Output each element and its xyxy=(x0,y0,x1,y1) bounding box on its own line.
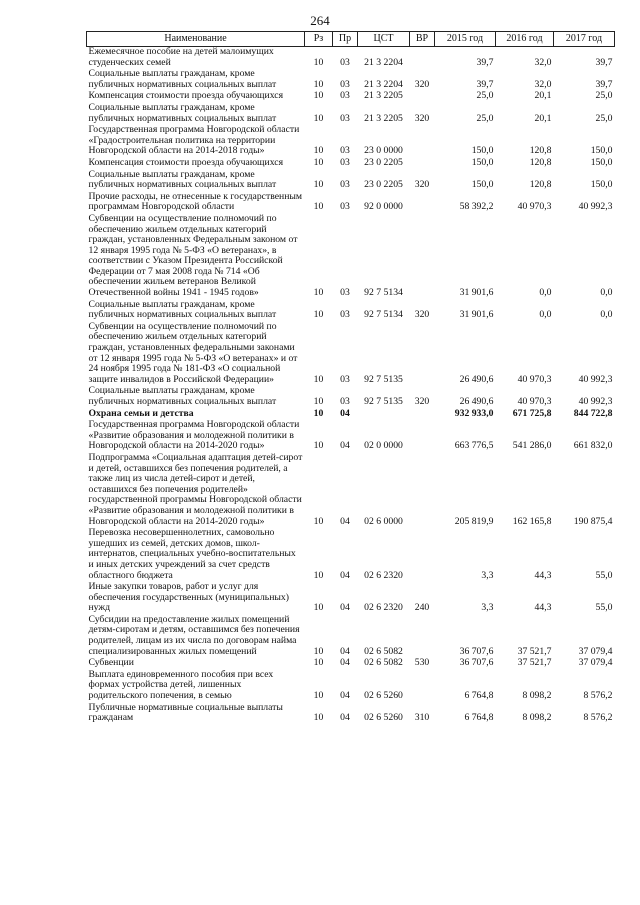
row-value-2017: 661 832,0 xyxy=(573,440,613,452)
row-value-2017: 8 576,2 xyxy=(583,690,613,702)
row-value-2015: 150,0 xyxy=(471,156,494,168)
row-rz: 10 xyxy=(313,56,324,68)
table-row xyxy=(87,214,615,300)
row-rz: 10 xyxy=(313,90,324,102)
row-vr xyxy=(410,192,435,214)
row-rz: 10 xyxy=(313,712,324,724)
table-row xyxy=(87,47,615,70)
row-pr: 03 xyxy=(340,78,350,90)
row-value-2015: 205 819,9 xyxy=(454,515,494,527)
row-pr: 03 xyxy=(340,309,350,321)
table-row xyxy=(87,103,615,125)
table-row xyxy=(87,528,615,582)
row-pr: 03 xyxy=(340,90,350,102)
row-pr: 04 xyxy=(340,440,350,452)
row-value-2015: 31 901,6 xyxy=(459,287,494,299)
table-row xyxy=(87,322,615,387)
row-cst: 21 3 2205 xyxy=(364,112,403,124)
row-value-2016: 120,8 xyxy=(529,145,552,157)
row-cst: 92 7 5135 xyxy=(364,396,403,407)
table-row xyxy=(87,582,615,615)
row-rz: 10 xyxy=(313,440,324,452)
row-name: Подпрограмма «Социальная адаптация детей-сирот и детей, оставшихся без попечения родителей, а также лиц из числа детей-сирот и детей, оставшихся без попечения родителей» государственной программы Новгородской области «Развитие образования и молодежной политики в Новгородской области на 2014-2020 годы» xyxy=(88,451,303,527)
row-value-2016: 162 165,8 xyxy=(512,515,552,527)
row-cst: 02 6 0000 xyxy=(364,515,403,527)
row-vr xyxy=(410,453,435,528)
row-value-2017: 844 722,8 xyxy=(573,407,613,419)
row-rz: 10 xyxy=(313,112,324,124)
row-value-2015: 36 707,6 xyxy=(459,645,494,657)
row-cst: 02 6 5082 xyxy=(364,645,403,657)
row-cst: 21 3 2204 xyxy=(364,56,403,68)
row-rz: 10 xyxy=(313,201,324,213)
row-value-2015: 25,0 xyxy=(476,112,494,124)
row-value-2017: 190 875,4 xyxy=(573,515,613,527)
row-pr: 03 xyxy=(340,112,350,124)
row-name: Субсидии на предоставление жилых помещений детям-сиротам и детям, оставшимся без попечения родителей, лицам из их числа по договорам найма специализированных жилых помещений xyxy=(88,613,300,657)
row-pr: 04 xyxy=(340,407,350,419)
row-value-2016: 44,3 xyxy=(534,569,552,581)
header-name: Наименование xyxy=(87,32,305,47)
row-cst: 02 6 5260 xyxy=(364,712,403,724)
row-rz: 10 xyxy=(313,78,324,90)
row-value-2017: 39,7 xyxy=(595,78,613,90)
row-cst: 92 7 5135 xyxy=(364,373,403,385)
table-row xyxy=(87,125,615,158)
row-value-2016: 32,0 xyxy=(534,56,552,68)
table-row xyxy=(87,670,615,703)
header-cst: ЦСТ xyxy=(358,32,410,47)
row-value-2017: 0,0 xyxy=(600,309,613,321)
row-name: Социальные выплаты гражданам, кроме публичных нормативных социальных выплат xyxy=(88,385,277,407)
row-value-2016: 40 970,3 xyxy=(517,373,552,385)
row-cst: 02 6 5260 xyxy=(364,690,403,702)
row-name: Выплата единовременного пособия при всех формах устройства детей, лишенных родительского попечения, в семью xyxy=(88,668,274,702)
row-pr: 04 xyxy=(340,690,350,702)
row-name: Субвенции на осуществление полномочий по обеспечению жильем отдельных категорий граждан, установленных Федеральным законом от 12 января 1995 года № 5-ФЗ «О ветеранах», в соответствии с Указом Президента Российской Федерации от 7 мая 2008 года № 714 «Об обеспечении жильем ветеранов Великой Отечественной войны 1941 - 1945 годов» xyxy=(88,212,298,299)
table-header-row xyxy=(87,32,615,47)
table-row xyxy=(87,420,615,453)
row-name: Компенсация стоимости проезда обучающихся xyxy=(88,156,284,168)
row-rz: 10 xyxy=(313,145,324,157)
row-pr: 03 xyxy=(340,56,350,68)
row-value-2016: 40 970,3 xyxy=(517,201,552,213)
row-value-2017: 150,0 xyxy=(590,145,613,157)
header-rz: Рз xyxy=(305,32,333,47)
row-vr xyxy=(410,322,435,387)
row-value-2016: 120,8 xyxy=(529,179,552,191)
row-value-2017: 25,0 xyxy=(595,90,613,102)
row-name: Субвенции на осуществление полномочий по обеспечению жильем отдельных категорий граждан, установленных федеральными законами от 12 января 1995 года № 5-ФЗ «О ветеранах» и от 24 ноября 1995 года № 181-ФЗ «О социальной защите инвалидов в Российской Федерации» xyxy=(88,320,298,385)
header-year-2016: 2016 год xyxy=(496,32,554,47)
row-pr: 03 xyxy=(340,156,350,168)
row-value-2017: 55,0 xyxy=(595,569,613,581)
row-name: Перевозка несовершеннолетних, самовольно ушедших из семей, детских домов, школ-интернатов, специальных учебно-воспитательных и иных детских учреждений за счет средств областного бюджета xyxy=(88,527,296,581)
row-value-2017: 0,0 xyxy=(600,287,613,299)
row-value-2017: 39,7 xyxy=(595,56,613,68)
table-row xyxy=(87,453,615,528)
row-value-2017: 150,0 xyxy=(590,179,613,191)
row-vr xyxy=(410,409,435,421)
row-value-2016: 20,1 xyxy=(534,112,552,124)
row-value-2015: 6 764,8 xyxy=(464,712,494,724)
row-vr xyxy=(410,91,435,103)
row-value-2015: 58 392,2 xyxy=(459,201,494,213)
row-value-2016: 8 098,2 xyxy=(522,712,552,724)
row-cst: 21 3 2205 xyxy=(364,90,403,102)
row-value-2015: 6 764,8 xyxy=(464,690,494,702)
row-vr: 320 xyxy=(414,396,430,407)
row-name: Публичные нормативные социальные выплаты гражданам xyxy=(88,701,283,724)
row-value-2015: 3,3 xyxy=(481,602,494,614)
row-cst: 02 6 2320 xyxy=(364,569,403,581)
row-value-2015: 31 901,6 xyxy=(459,309,494,321)
header-year-2015: 2015 год xyxy=(435,32,496,47)
table-row xyxy=(87,703,615,725)
row-name: Охрана семьи и детства xyxy=(88,407,194,419)
row-pr: 03 xyxy=(340,179,350,191)
row-value-2016: 37 521,7 xyxy=(517,657,552,669)
header-year-2017: 2017 год xyxy=(554,32,615,47)
row-rz: 10 xyxy=(313,309,324,321)
row-cst: 23 0 2205 xyxy=(364,179,403,191)
row-name: Государственная программа Новгородской области «Развитие образования и молодежной политики в Новгородской области на 2014-2020 годы» xyxy=(88,419,300,452)
table-row xyxy=(87,615,615,658)
row-value-2017: 8 576,2 xyxy=(583,712,613,724)
row-value-2016: 37 521,7 xyxy=(517,645,552,657)
row-value-2017: 150,0 xyxy=(590,156,613,168)
row-vr: 320 xyxy=(414,309,430,321)
row-vr xyxy=(410,158,435,170)
row-pr: 04 xyxy=(340,602,350,614)
row-value-2016: 0,0 xyxy=(539,287,552,299)
row-value-2016: 40 970,3 xyxy=(517,396,552,407)
table-row xyxy=(87,69,615,91)
row-cst: 92 0 0000 xyxy=(364,201,403,213)
row-cst: 02 0 0000 xyxy=(364,440,403,452)
row-name: Социальные выплаты гражданам, кроме публичных нормативных социальных выплат xyxy=(88,101,277,124)
row-pr: 03 xyxy=(340,396,350,407)
row-name: Социальные выплаты гражданам, кроме публичных нормативных социальных выплат xyxy=(88,168,277,191)
row-pr: 04 xyxy=(340,569,350,581)
header-vr: ВР xyxy=(410,32,435,47)
row-vr xyxy=(410,47,435,70)
row-vr xyxy=(410,420,435,453)
row-vr: 310 xyxy=(414,712,430,724)
row-value-2015: 26 490,6 xyxy=(459,396,494,407)
row-name: Социальные выплаты гражданам, кроме публичных нормативных социальных выплат xyxy=(88,298,277,321)
row-vr xyxy=(410,670,435,703)
row-value-2016: 20,1 xyxy=(534,90,552,102)
row-value-2016: 44,3 xyxy=(534,602,552,614)
row-rz: 10 xyxy=(313,690,324,702)
row-value-2016: 541 286,0 xyxy=(512,440,552,452)
row-value-2015: 39,7 xyxy=(476,78,494,90)
row-vr xyxy=(410,615,435,658)
row-rz: 10 xyxy=(313,156,324,168)
row-value-2015: 36 707,6 xyxy=(459,657,494,669)
row-value-2015: 150,0 xyxy=(471,145,494,157)
row-value-2015: 932 933,0 xyxy=(454,407,494,419)
row-rz: 10 xyxy=(313,645,324,657)
row-cst: 92 7 5134 xyxy=(364,309,403,321)
row-value-2017: 40 992,3 xyxy=(578,201,613,213)
row-cst: 21 3 2204 xyxy=(364,78,403,90)
row-value-2017: 55,0 xyxy=(595,602,613,614)
table-body xyxy=(87,47,615,725)
row-cst: 23 0 2205 xyxy=(364,156,403,168)
row-value-2015: 39,7 xyxy=(476,56,494,68)
row-cst: 23 0 0000 xyxy=(364,145,403,157)
row-pr: 04 xyxy=(340,712,350,724)
row-name: Ежемесячное пособие на детей малоимущих студенческих семей xyxy=(88,46,274,68)
header-pr: Пр xyxy=(333,32,358,47)
table-row xyxy=(87,192,615,214)
row-pr: 03 xyxy=(340,145,350,157)
row-value-2017: 37 079,4 xyxy=(578,657,613,669)
row-cst: 02 6 2320 xyxy=(364,602,403,614)
row-rz: 10 xyxy=(313,407,324,419)
row-cst: 92 7 5134 xyxy=(364,287,403,299)
row-rz: 10 xyxy=(313,657,324,669)
row-rz: 10 xyxy=(313,396,324,407)
row-value-2017: 37 079,4 xyxy=(578,645,613,657)
row-value-2017: 40 992,3 xyxy=(578,396,613,407)
row-name: Государственная программа Новгородской области «Градостроительная политика на территории Новгородской области на 2014-2018 годы» xyxy=(88,124,300,157)
row-rz: 10 xyxy=(313,569,324,581)
row-pr: 03 xyxy=(340,201,350,213)
row-value-2016: 8 098,2 xyxy=(522,690,552,702)
row-rz: 10 xyxy=(313,602,324,614)
table-row xyxy=(87,170,615,192)
row-pr: 03 xyxy=(340,373,350,385)
row-value-2017: 40 992,3 xyxy=(578,373,613,385)
row-value-2015: 150,0 xyxy=(471,179,494,191)
row-vr xyxy=(410,528,435,582)
row-pr: 04 xyxy=(340,657,350,669)
row-vr: 320 xyxy=(414,179,430,191)
row-value-2015: 3,3 xyxy=(481,569,494,581)
row-value-2017: 25,0 xyxy=(595,112,613,124)
table-row xyxy=(87,158,615,170)
table-row xyxy=(87,300,615,322)
row-pr: 04 xyxy=(340,645,350,657)
row-rz: 10 xyxy=(313,179,324,191)
row-value-2015: 663 776,5 xyxy=(454,440,494,452)
row-cst: 02 6 5082 xyxy=(364,657,403,669)
page-number: 264 xyxy=(310,13,330,28)
row-vr: 320 xyxy=(414,112,430,124)
row-rz: 10 xyxy=(313,287,324,299)
row-pr: 03 xyxy=(340,287,350,299)
row-vr xyxy=(410,214,435,300)
row-vr: 320 xyxy=(414,78,430,90)
row-value-2016: 120,8 xyxy=(529,156,552,168)
row-value-2016: 671 725,8 xyxy=(512,407,552,419)
row-name: Иные закупки товаров, работ и услуг для обеспечения государственных (муниципальных) нужд xyxy=(88,581,289,614)
table-row xyxy=(87,386,615,408)
row-cst xyxy=(358,409,410,421)
row-vr: 530 xyxy=(414,657,430,669)
row-vr: 240 xyxy=(414,602,430,614)
row-name: Субвенции xyxy=(88,657,134,669)
row-pr: 04 xyxy=(340,515,350,527)
row-value-2016: 0,0 xyxy=(539,309,552,321)
row-vr xyxy=(410,125,435,158)
budget-table xyxy=(86,31,615,725)
row-name: Прочие расходы, не отнесенные к государственным программам Новгородской области xyxy=(88,190,303,213)
row-value-2015: 25,0 xyxy=(476,90,494,102)
row-name: Социальные выплаты гражданам, кроме публичных нормативных социальных выплат xyxy=(88,68,277,90)
row-name: Компенсация стоимости проезда обучающихся xyxy=(88,90,284,102)
row-rz: 10 xyxy=(313,515,324,527)
row-rz: 10 xyxy=(313,373,324,385)
row-value-2015: 26 490,6 xyxy=(459,373,494,385)
row-value-2016: 32,0 xyxy=(534,78,552,90)
